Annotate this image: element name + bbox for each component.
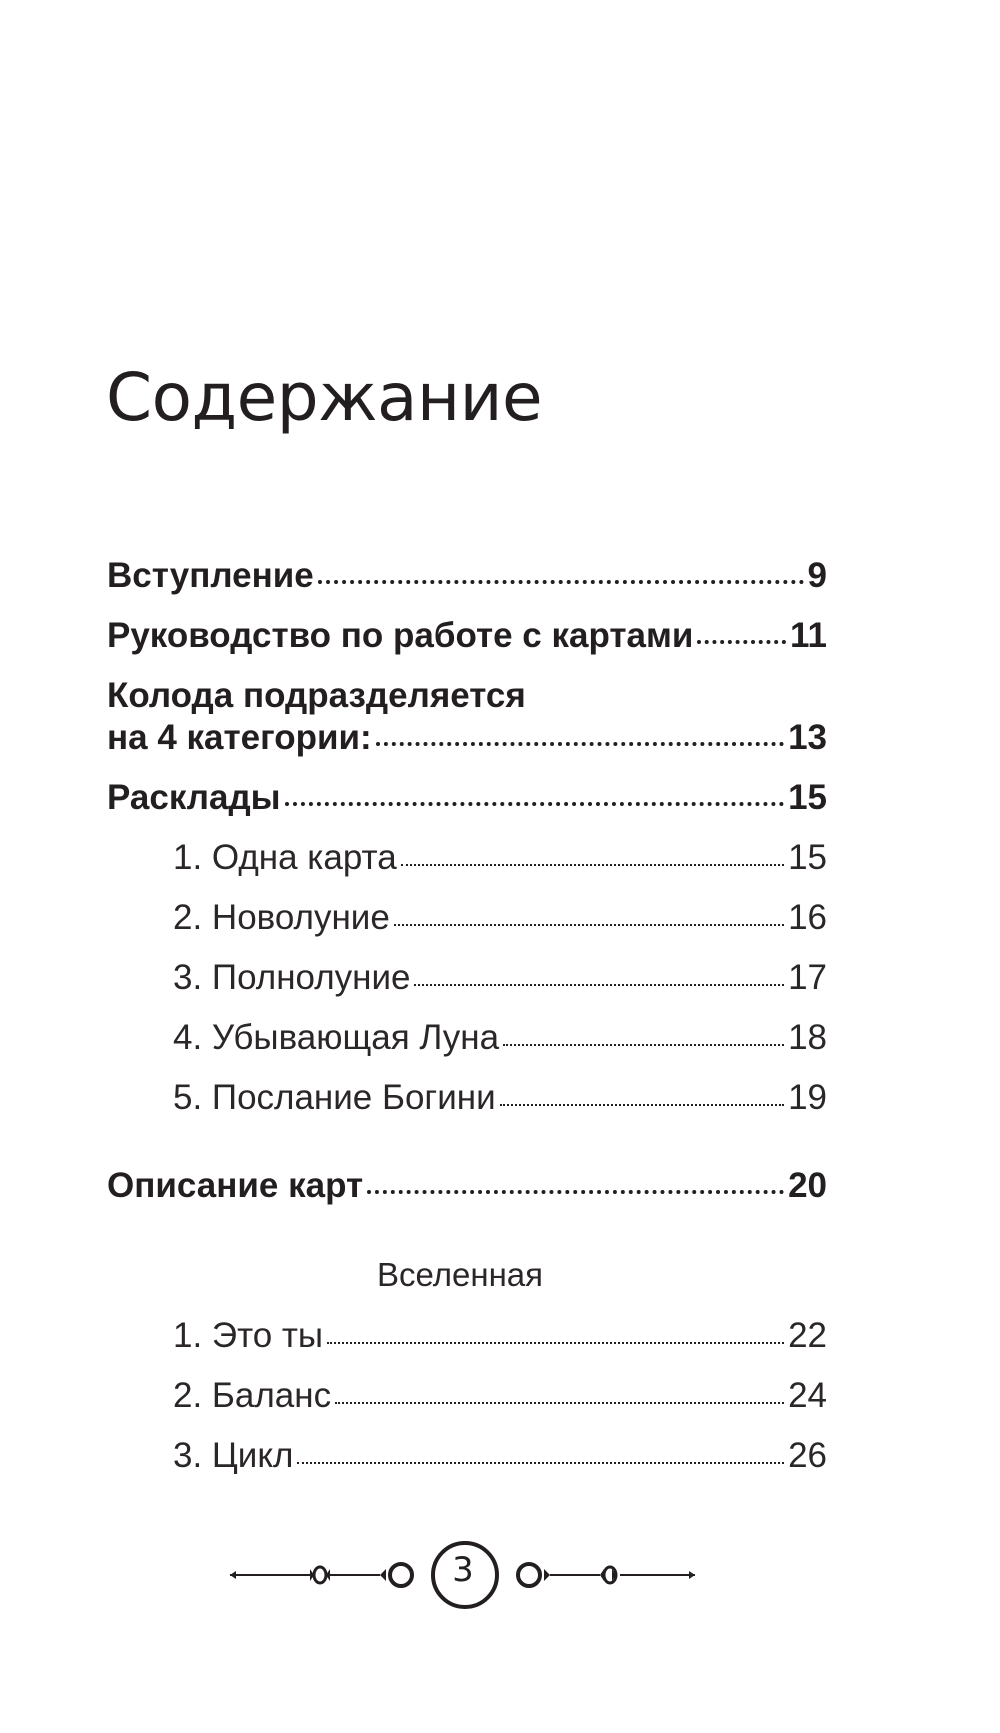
toc-entry-page: 15 (788, 838, 827, 877)
toc-entry-page: 22 (788, 1316, 827, 1355)
dot-leader (285, 802, 784, 806)
dot-leader (376, 742, 784, 746)
toc-subentry-cycle[interactable] (173, 1438, 827, 1473)
toc-entry-categories[interactable] (107, 720, 827, 755)
dot-leader (367, 1190, 784, 1194)
toc-entry-card-guide[interactable] (107, 618, 827, 653)
toc-entry-page: 16 (788, 898, 827, 937)
toc-entry-label: 5. Послание Богини (173, 1078, 496, 1117)
toc-entry-label: 4. Убывающая Луна (173, 1018, 500, 1057)
page-number: 3 (452, 1550, 474, 1590)
dot-leader (327, 1342, 784, 1344)
dot-leader (297, 1462, 784, 1464)
toc-entry-page: 15 (788, 778, 827, 817)
toc-entry-page: 19 (788, 1078, 827, 1117)
toc-subentry-goddess-message[interactable] (173, 1080, 827, 1115)
toc-entry-introduction[interactable] (107, 558, 827, 593)
toc-entry-page: 9 (807, 556, 827, 595)
toc-entry-page: 18 (788, 1018, 827, 1057)
dot-leader (414, 984, 784, 986)
dot-leader (401, 864, 784, 866)
toc-entry-page: 13 (788, 718, 827, 757)
dot-leader (335, 1402, 784, 1404)
toc-subentry-this-is-you[interactable] (173, 1318, 827, 1353)
toc-subentry-one-card[interactable] (173, 840, 827, 875)
toc-entry-label: Описание карт (107, 1166, 364, 1205)
toc-subentry-full-moon[interactable] (173, 960, 827, 995)
toc-entry-page: 26 (788, 1436, 827, 1475)
toc-entry-label: 1. Это ты (173, 1316, 324, 1355)
toc-entry-page: 20 (788, 1166, 827, 1205)
toc-subentry-balance[interactable] (173, 1378, 827, 1413)
dot-leader (318, 580, 804, 584)
toc-entry-label: 3. Цикл (173, 1436, 294, 1475)
toc-entry-page: 11 (790, 616, 827, 655)
toc-entry-label: 1. Одна карта (173, 838, 397, 877)
toc-entry-card-descriptions[interactable] (107, 1168, 827, 1203)
toc-entry-label: Руководство по работе с картами (107, 616, 694, 655)
toc-entry-label: 3. Полнолуние (173, 958, 411, 997)
toc-entry-label: Расклады (107, 778, 281, 817)
dot-leader (503, 1044, 784, 1046)
toc-entry-label: 2. Новолуние (173, 898, 390, 937)
toc-entry-label: Вступление (107, 556, 314, 595)
toc-entry-spreads[interactable] (107, 780, 827, 815)
toc-subentry-waning-moon[interactable] (173, 1020, 827, 1055)
dot-leader (394, 924, 784, 926)
toc-entry-label: 2. Баланс (173, 1376, 332, 1415)
toc-entry-label-line1: Колода подразделяется (107, 676, 526, 715)
toc-entry-label: на 4 категории: (107, 718, 372, 757)
toc-entry-page: 17 (788, 958, 827, 997)
toc-subentry-new-moon[interactable] (173, 900, 827, 935)
toc-entry-page: 24 (788, 1376, 827, 1415)
dot-leader (500, 1104, 784, 1106)
page-title: Содержание (106, 359, 543, 436)
section-heading: Вселенная (376, 1256, 544, 1293)
dot-leader (697, 640, 786, 644)
